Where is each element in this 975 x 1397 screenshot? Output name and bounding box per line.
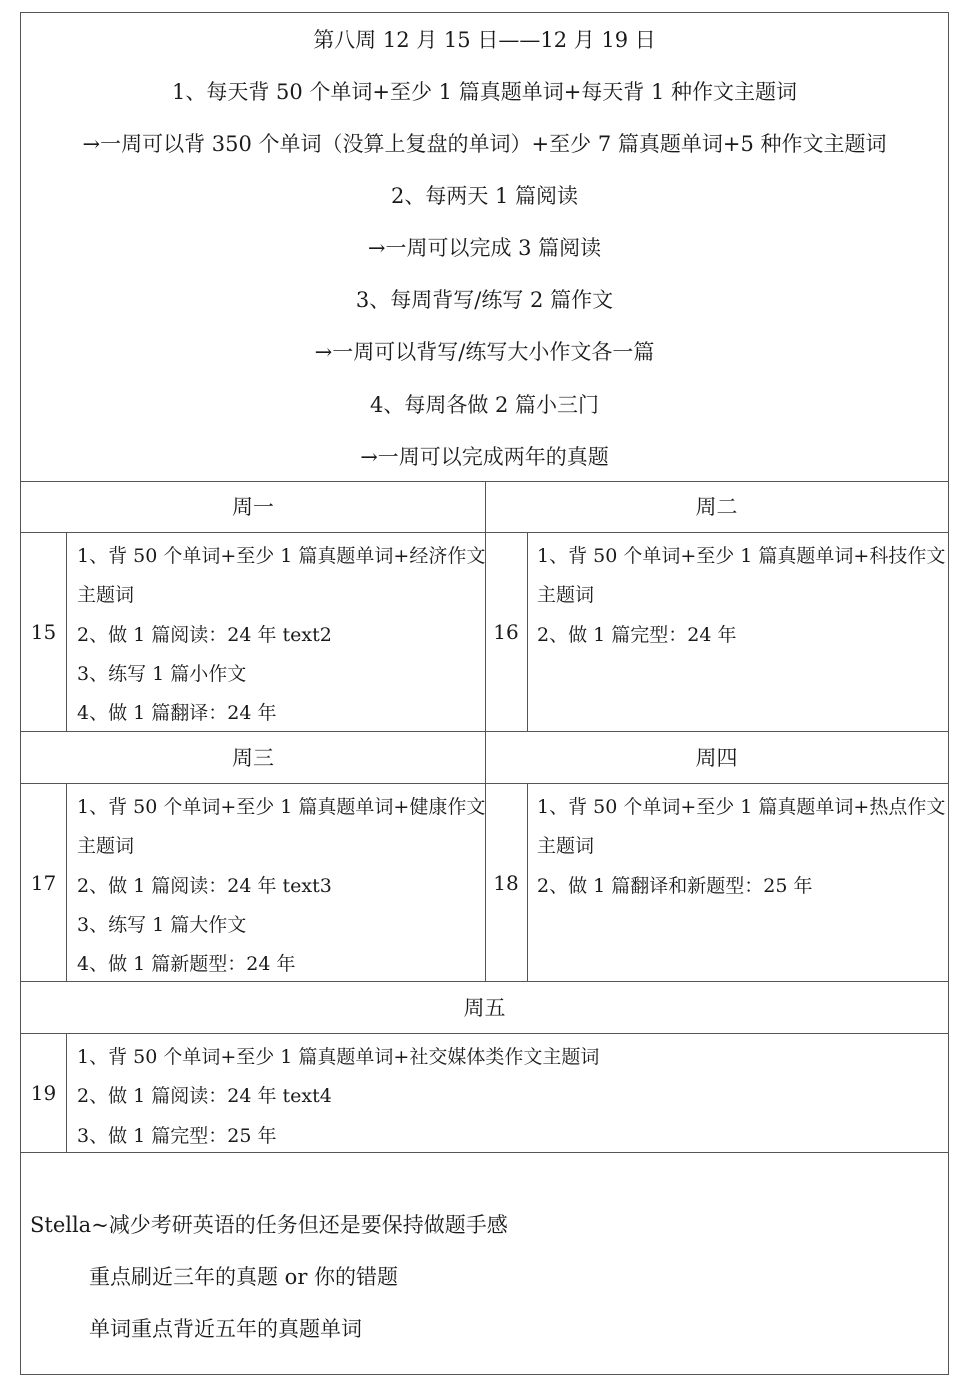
task-item: 1、背 50 个单词+至少 1 篇真题单词+健康作文 — [77, 796, 486, 818]
date-number: 17 — [21, 784, 67, 981]
summary-line: 3、每周背写/练写 2 篇作文 — [355, 288, 614, 312]
task-list — [77, 788, 486, 984]
task-list — [77, 1038, 942, 1156]
date-number: 18 — [485, 784, 528, 981]
day-header-wed: 周三 — [21, 732, 485, 784]
day-cell-fri — [21, 1034, 948, 1153]
day-header-thu: 周四 — [485, 732, 948, 784]
task-item: 3、练写 1 篇小作文 — [77, 662, 247, 685]
day-cell-mon — [21, 533, 485, 732]
day-cell-thu — [485, 784, 948, 982]
task-item: 2、做 1 篇阅读：24 年 text4 — [77, 1085, 332, 1108]
notes-section — [21, 1153, 948, 1373]
task-item: 2、做 1 篇完型：24 年 — [537, 623, 737, 646]
task-item: 主题词 — [77, 584, 135, 607]
summary-line: →一周可以背 350 个单词（没算上复盘的单词）+至少 7 篇真题单词+5 种作文主题词 — [82, 132, 887, 156]
week-summary — [21, 13, 948, 482]
note-line: Stella~减少考研英语的任务但还是要保持做题手感 — [30, 1213, 508, 1237]
task-item: 2、做 1 篇阅读：24 年 text2 — [77, 623, 332, 646]
day-cell-tue — [485, 533, 948, 732]
task-item: 2、做 1 篇阅读：24 年 text3 — [77, 874, 332, 897]
summary-line: →一周可以完成两年的真题 — [360, 445, 609, 469]
week-title: 第八周 12 月 15 日——12 月 19 日 — [313, 28, 656, 52]
day-header-tue: 周二 — [485, 481, 948, 533]
date-number: 19 — [21, 1034, 67, 1152]
task-item: 3、做 1 篇完型：25 年 — [77, 1124, 277, 1147]
note-line: 重点刷近三年的真题 or 你的错题 — [89, 1265, 399, 1289]
summary-line: →一周可以背写/练写大小作文各一篇 — [314, 340, 655, 364]
task-item: 1、背 50 个单词+至少 1 篇真题单词+科技作文 — [537, 545, 946, 567]
column-divider — [485, 533, 486, 732]
day-header-fri: 周五 — [21, 982, 948, 1034]
task-item: 1、背 50 个单词+至少 1 篇真题单词+热点作文 — [537, 796, 946, 818]
summary-line: 1、每天背 50 个单词+至少 1 篇真题单词+每天背 1 种作文主题词 — [171, 80, 798, 104]
task-item: 2、做 1 篇翻译和新题型：25 年 — [537, 874, 813, 897]
summary-line: 4、每周各做 2 篇小三门 — [369, 393, 600, 417]
task-list — [537, 788, 946, 906]
day-header-mon: 周一 — [21, 481, 485, 533]
task-item: 1、背 50 个单词+至少 1 篇真题单词+经济作文 — [77, 545, 486, 567]
study-plan-table — [20, 12, 949, 1375]
summary-line: →一周可以完成 3 篇阅读 — [367, 236, 602, 260]
note-line: 单词重点背近五年的真题单词 — [89, 1317, 362, 1341]
task-item: 4、做 1 篇翻译：24 年 — [77, 702, 277, 725]
task-item: 主题词 — [537, 584, 595, 607]
task-item: 3、练写 1 篇大作文 — [77, 913, 247, 936]
column-divider — [485, 732, 486, 784]
date-number: 15 — [21, 533, 67, 731]
column-divider — [485, 784, 486, 982]
task-item: 主题词 — [77, 835, 135, 858]
summary-line: 2、每两天 1 篇阅读 — [390, 184, 579, 208]
task-list — [77, 537, 486, 733]
task-item: 主题词 — [537, 835, 595, 858]
task-list — [537, 537, 946, 655]
task-item: 4、做 1 篇新题型：24 年 — [77, 953, 296, 976]
date-number: 16 — [485, 533, 528, 731]
day-cell-wed — [21, 784, 485, 982]
task-item: 1、背 50 个单词+至少 1 篇真题单词+社交媒体类作文主题词 — [77, 1046, 600, 1068]
column-divider — [485, 481, 486, 533]
